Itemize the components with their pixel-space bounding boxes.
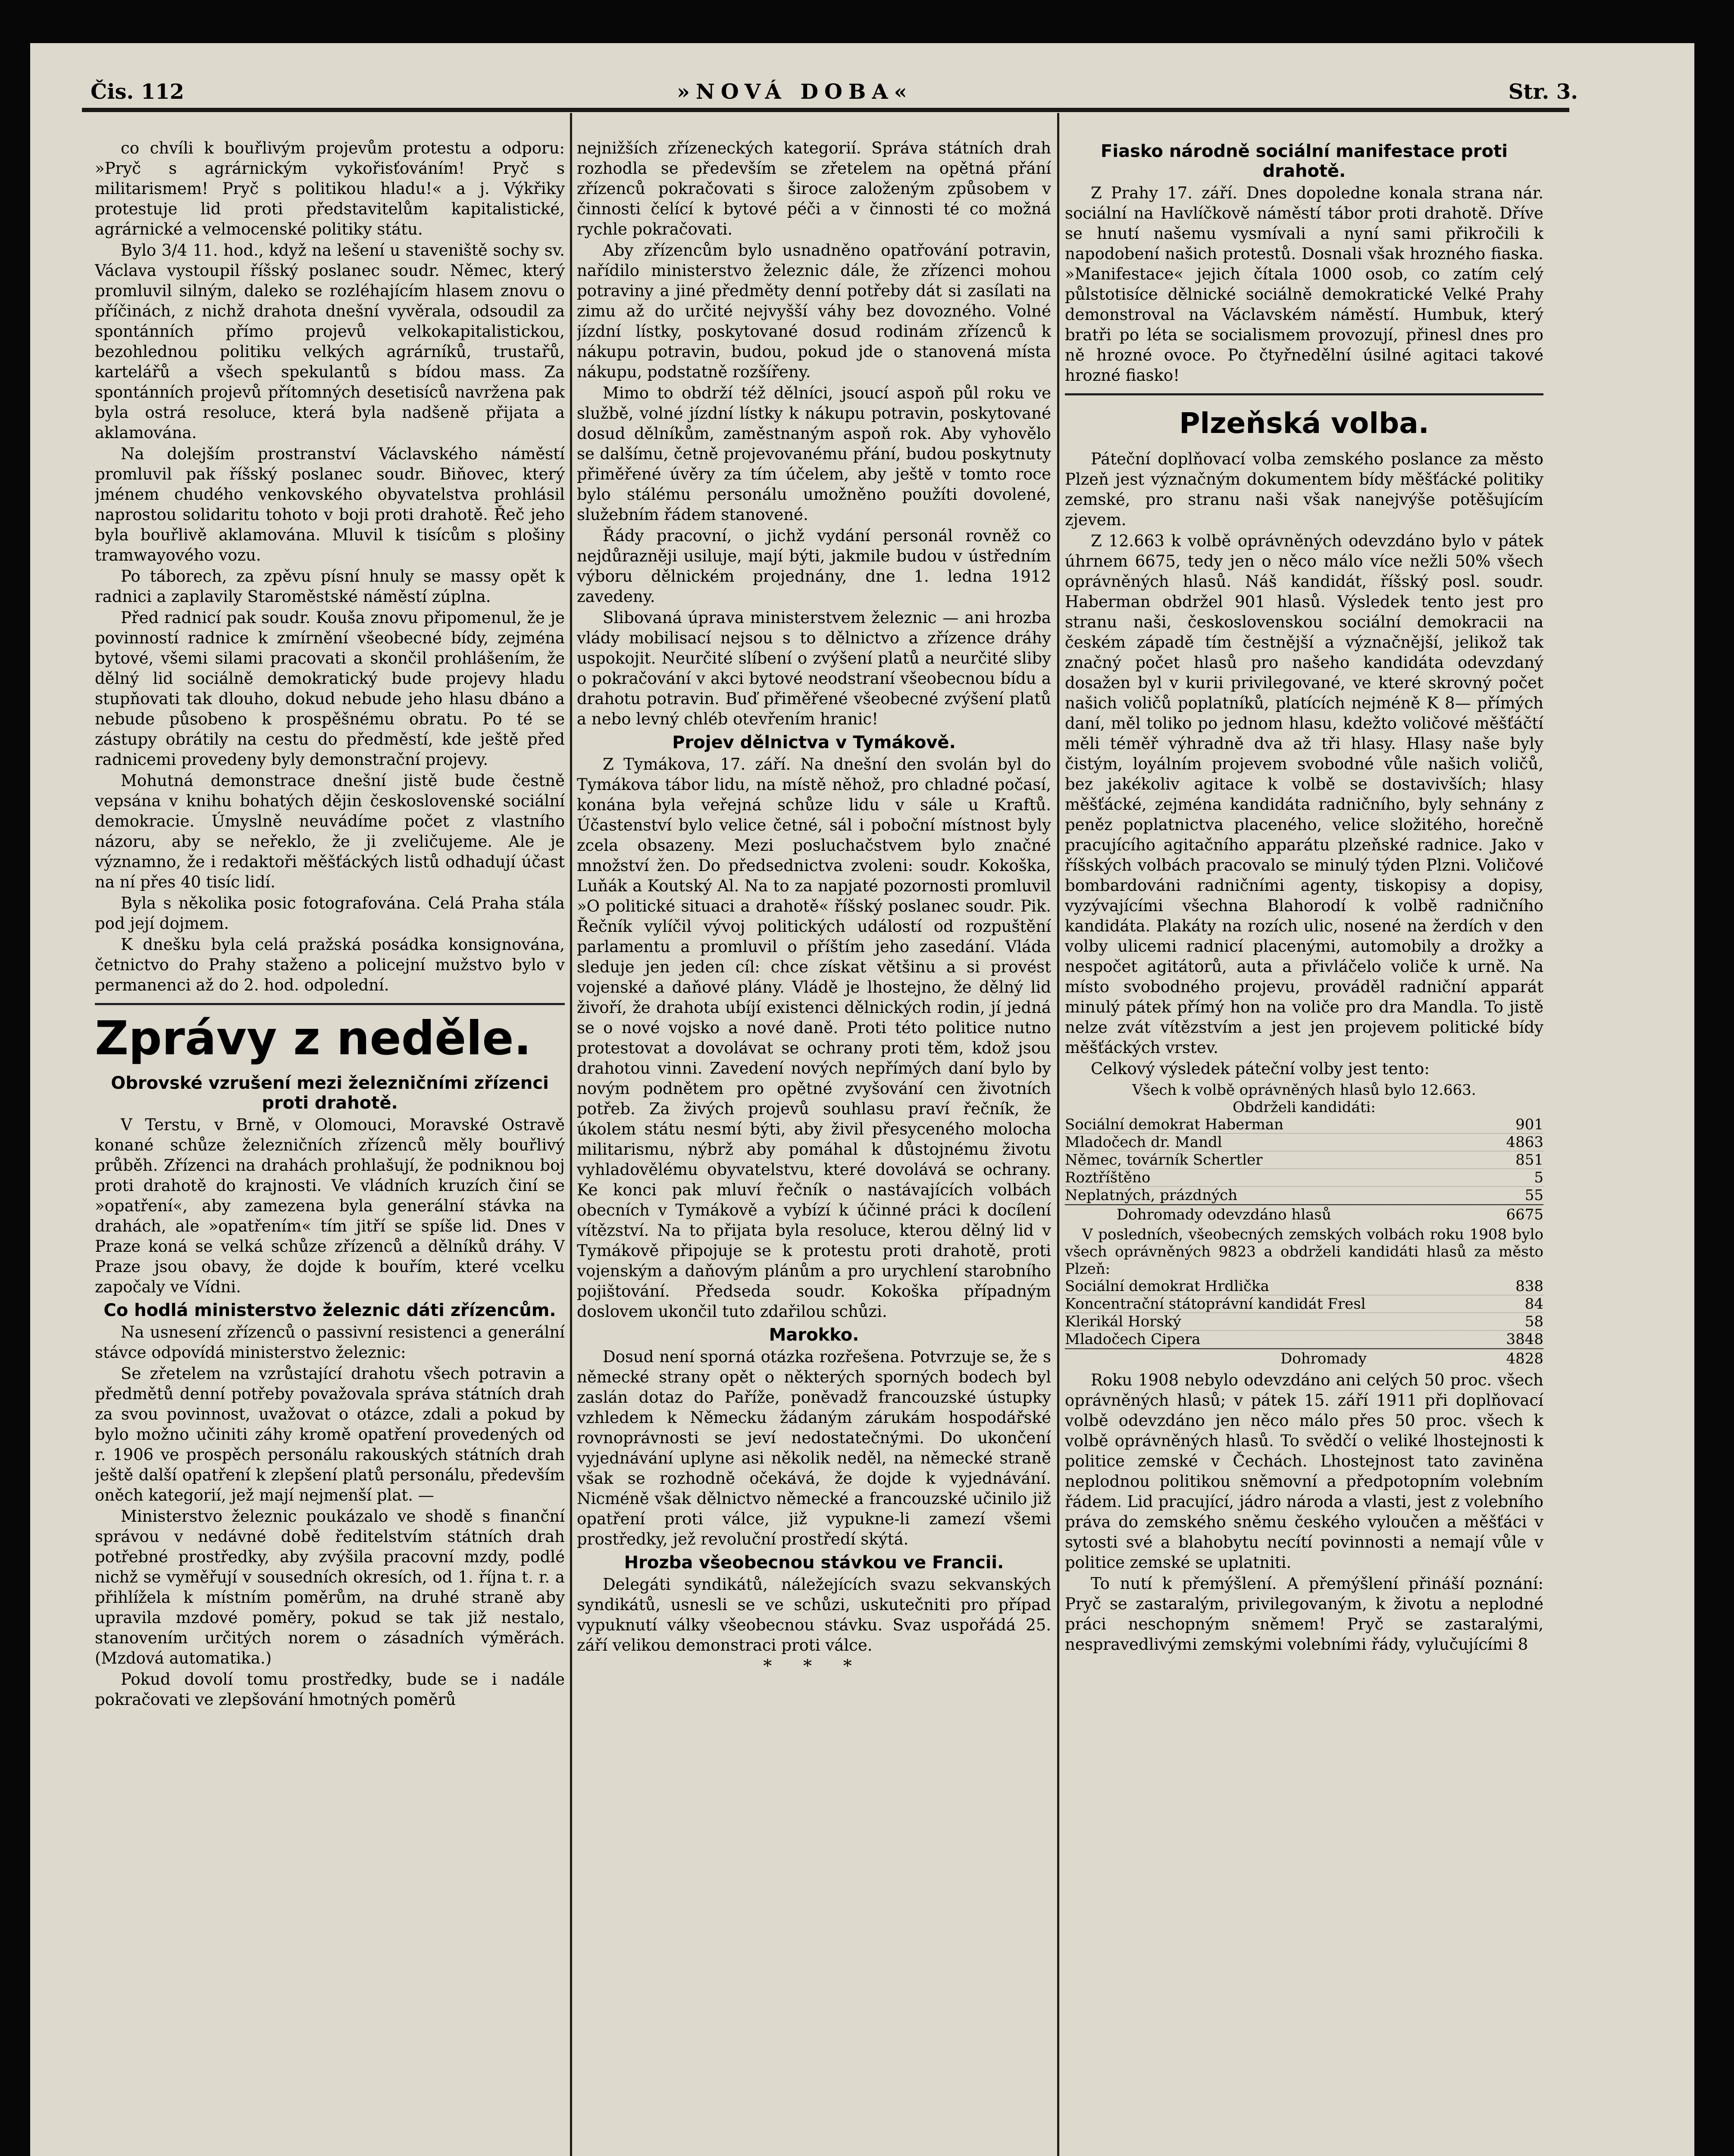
paragraph: Po táborech, za zpěvu písní hnuly se massy opět k radnici a zaplavily Staroměstské náměstí zúplna. <box>95 567 565 606</box>
section-heading: Plzeňská volba. <box>1179 407 1429 440</box>
candidate: Sociální demokrat Haberman <box>1065 1116 1284 1133</box>
article-heading: Marokko. <box>769 1325 859 1345</box>
section-divider <box>1065 393 1543 395</box>
election-results-1908 <box>1065 1226 1543 1367</box>
column-divider <box>1057 113 1059 2156</box>
paragraph: Na dolejším prostranství Václavského náměstí promluvil pak říšský poslanec soudr. Biňovec, který jménem chudého venkovského obyvatelstva prohlásil naprostou solidaritu tohoto v boji proti drahotě. Řeč jeho byla bouřlivě aklamována. Mluvil k tisícům s plošiny tramwayového vozu. <box>95 445 565 564</box>
paragraph: Se zřetelem na vzrůstající drahotu všech potravin a předmětů denní potřeby považovala správa státních drah za svou povinnost, uvažovat o otázce, zdali a pokud by bylo možno učiniti záhy kromě opatření provedených od r. 1906 ve prospěch personálu rakouských státních drah ještě další opatření k zlepšení platů personálu, především oněch kategorií, jež mají nejmenší plat. — <box>95 1364 565 1504</box>
paragraph: V Terstu, v Brně, v Olomouci, Moravské Ostravě konané schůze železničních zřízenců měly bouřlivý průběh. Zřízenci na drahách prohlašují, že podniknou boj proti drahotě do krajnosti. Ve vládních kruzích činí se »opatření«, aby zamezena byla generální stávka na drahách, ale »opatřením« tím jitří se spíše lid. Dnes v Praze koná se velká schůze zřízenců a dělníků dráhy. V Praze jsou obavy, že dojde k bouřím, které vcelku započaly ve Vídni. <box>95 1116 565 1296</box>
results-row <box>1065 1134 1543 1151</box>
paragraph: To nutí k přemýšlení. A přemýšlení přináší poznání: Pryč se zastaralým, privilegovaným, k životu a neplodné práci neschopným sněmem! Pryč se zastaralými, nespravedlivými zemskými volebními řády, vylučujícími 8 <box>1065 1574 1543 1654</box>
results-row <box>1065 1331 1543 1348</box>
votes: 55 <box>1524 1187 1543 1204</box>
masthead <box>82 80 1582 106</box>
paragraph: K dnešku byla celá pražská posádka konsignována, četnictvo do Prahy staženo a policejní mužstvo bylo v permanenci až do 2. hod. odpolední. <box>95 935 565 994</box>
section-divider <box>95 1003 565 1005</box>
article-heading: Hrozba všeobecnou stávkou ve Francii. <box>624 1553 1004 1573</box>
newspaper-title: »NOVÁ DOBA« <box>677 80 913 104</box>
candidate: Klerikál Horský <box>1065 1313 1181 1330</box>
paragraph: Celkový výsledek páteční volby jest tento: <box>1091 1059 1430 1078</box>
votes: 3848 <box>1506 1331 1543 1348</box>
paragraph: Z 12.663 k volbě oprávněných odevzdáno bylo v pátek úhrnem 6675, tedy jen o něco málo více nežli 50% všech oprávněných hlasů. Náš kandidát, říšský posl. soudr. Haberman obdržel 901 hlasů. Výsledek tento jest pro stranu naši, československou sociální demokracii na českém západě tím čestnější a význačnější, jelikož tak značný počet hlasů pro našeho kandidáta odevzdaný dosažen byl v kurii privilegované, ve které skrovný počet našich voličů poplatníků, platících nejméně K 8— přímých daní, měl toliko po jednom hlasu, kdežto voličové měšťáčtí měli téměř výhradně dva až tři hlasy. Hlasy naše byly čistým, loyálním projevem svobodné vůle našich voličů, bez jakékoliv agitace k volbě se dostavivších; hlasy měšťácké, zejména kandidáta radničního, byly sehnány z peněz poplatnictva placeného, velice složitého, horečně pracujícího agitačního apparátu plzeňské radnice. Jako v říšských volbách pracovalo se minulý týden Plzni. Voličové bombardováni radničními agenty, tiskopisy a dopisy, vyzývajícími všechna Blahorodí k volbě radničního kandidáta. Plakáty na rozích ulic, nosené na žerdích v den volby ulicemi radnicí placenými, automobily a drožky a nespočet agitátorů, auta a přivláčelo voliče k urně. Na místo svobodného projevu, prováděl radniční apparát minulý pátek přímý hon na voliče pro dra Mandla. To jistě nelze zvát vítězstvím a jest jen projevem politické bídy měšťáckých vrstev. <box>1065 532 1543 1057</box>
votes: 838 <box>1515 1278 1543 1295</box>
votes: 4863 <box>1506 1134 1543 1151</box>
votes: 58 <box>1524 1313 1543 1330</box>
candidate: Mladočech dr. Mandl <box>1065 1134 1222 1151</box>
paragraph: Na usnesení zřízenců o passivní resistenci a generální stávce odpovídá ministerstvo železnic: <box>95 1323 565 1362</box>
results-row <box>1065 1151 1543 1169</box>
column-divider <box>570 113 572 2156</box>
results-intro: V posledních, všeobecných zemských volbách roku 1908 bylo všech oprávněných 9823 a obdrželi kandidáti hlasů za město Plzeň: <box>1065 1226 1543 1278</box>
header-rule <box>82 108 1569 112</box>
column-1 <box>95 138 565 2156</box>
article-heading: Projev dělnictva v Tymákově. <box>672 733 956 752</box>
paragraph: Roku 1908 nebylo odevzdáno ani celých 50 proc. všech oprávněných hlasů; v pátek 15. září 1911 při doplňovací volbě odevzdáno jen něco málo přes 50 proc. všech k volbě oprávněných hlasů. To svědčí o veliké lhostejnosti k politice zemské v Čechách. Lhostejnost tato zaviněna neplodnou politikou sněmovní a předpotopním volebním řádem. Lid pracující, jádro národa a vlasti, jest z volebního práva do zemského sněmu českého vyloučen a měšťáci v sytosti své a blahobytu necítí povinnosti a nemají vůle v politice zemské se uplatniti. <box>1065 1371 1543 1572</box>
results-row <box>1065 1116 1543 1134</box>
article-heading: Co hodlá ministerstvo železnic dáti zřízencům. <box>103 1300 556 1320</box>
paragraph: Mimo to obdrží též dělníci, jsoucí aspoň půl roku ve službě, volné jízdní lístky k nákupu potravin, poskytované dosud dělníkům, zaměstnaným aspoň rok. Aby vyhovělo se dalšímu, četně projevovanému přání, budou poskytnuty přiměřené úvěry za tím účelem, aby ještě v tomto roce bylo stálému personálu umožněno použíti dovolené, služebním řádem stanovené. <box>577 384 1051 524</box>
paragraph: Aby zřízencům bylo usnadněno opatřování potravin, nařídilo ministerstvo železnic dále, že zřízenci mohou potraviny a jiné předměty denní potřeby dát si zasílati na zimu až do určité nejvyšší váhy bez dovozného. Volné jízdní lístky, poskytované dosud rodinám zřízenců k nákupu potravin, budou, pokud jde o stanovená místa nákupu, podstatně rozšířeny. <box>577 241 1051 381</box>
candidate: Koncentrační státoprávní kandidát Fresl <box>1065 1295 1366 1313</box>
candidate: Neplatných, prázdných <box>1065 1187 1238 1204</box>
issue-number: Čis. 112 <box>91 80 185 104</box>
paragraph: nejnižších zřízeneckých kategorií. Správa státních drah rozhodla se především se zřetelem na opětná přání zřízenců pokračovati s široce založeným způsobem v činnosti čelící k bytové péči a v činnosti té co možná rychle pokračovati. <box>577 139 1051 238</box>
end-marker: * * * <box>763 1656 865 1676</box>
article-heading: Fiasko národně sociální manifestace proti drahotě. <box>1101 141 1508 181</box>
total-label: Dohromady odevzdáno hlasů <box>1117 1206 1331 1223</box>
paragraph: Dosud není sporná otázka rozřešena. Potvrzuje se, že s německé strany opět o některých sporných bodech byl zaslán dotaz do Paříže, poněvadž francouzské ústupky vzhledem k Německu žádaným zárukám hospodářské rovnoprávnosti se jeví nedostatečnými. Do ukončení vyjednávání uplyne asi několik neděl, na německé straně však se rozhodně očekává, že dojde k vyjednávání. Nicméně však dělnictvo německé a francouzské učinilo již opatření proti válce, již vypukne-li zamezí všemi prostředky, jež revoluční prostředí skýtá. <box>577 1348 1051 1548</box>
candidate: Sociální demokrat Hrdlička <box>1065 1278 1269 1295</box>
paragraph: Pokud dovolí tomu prostředky, bude se i nadále pokračovati ve zlepšování hmotných poměrů <box>95 1670 565 1709</box>
results-intro: Všech k volbě oprávněných hlasů bylo 12.663. <box>1132 1081 1476 1099</box>
total-votes: 4828 <box>1506 1350 1543 1367</box>
paragraph: Ministerstvo železnic poukázalo ve shodě s finanční správou v nedávné době ředitelstvím státních drah potřebné prostředky, aby zvýšila pracovní mzdy, podlé nichž se vyměřují v sousedních okresích, od 1. října t. r. a přihlížela k místním poměrům, na druhé straně aby upravila mzdové poměry, pokud se tak již nestalo, stanovením určitých norem o zásadních výměrách. (Mzdová automatika.) <box>95 1507 565 1667</box>
section-heading: Zprávy z neděle. <box>95 1012 532 1065</box>
results-row <box>1065 1278 1543 1295</box>
votes: 851 <box>1515 1151 1543 1169</box>
article-heading: Obrovské vzrušení mezi železničními zřízenci proti drahotě. <box>111 1073 549 1113</box>
paragraph: Byla s několika posic fotografována. Celá Praha stála pod její dojmem. <box>95 894 565 933</box>
paragraph: Mohutná demonstrace dnešní jistě bude čestně vepsána v knihu bohatých dějin československé sociální demokracie. Úmyslně neuvádíme počet z vlastního názoru, aby se neřeklo, že ji zveličujeme. Ale je významno, že i redaktoři měšťáckých listů odhadují účast na ní přes 40 tisíc lidí. <box>95 771 565 891</box>
results-total <box>1065 1348 1543 1367</box>
paragraph: Z Prahy 17. září. Dnes dopoledne konala strana nár. sociální na Havlíčkově náměstí tábor proti drahotě. Dříve se hnutí našemu vysmívali a nyní sami přikročili k napodobení našich protestů. Dosnali však hrozného fiaska. »Manifestace« jejich čítala 1000 osob, co zatím celý půlstotisíce dělnické sociálně demokratické Velké Prahy demonstroval na Václavském náměstí. Humbuk, který bratři po léta se socialismem provozují, přinesl dnes pro ně hrozné ovoce. Po čtyřnedělní úsilné agitaci takové hrozné fiasko! <box>1065 184 1543 385</box>
paragraph: Slibovaná úprava ministerstvem železnic — ani hrozba vlády mobilisací nejsou s to dělnictvo a zřízence dráhy uspokojit. Neurčité slíbení o zvýšení platů a neurčité sliby o pokračování v akci bytové neodstraní všeobecnou bídu a drahotu potravin. Buď přiměřené všeobecné zvýšení platů a nebo levný chléb otevřením hranic! <box>577 608 1051 728</box>
total-votes: 6675 <box>1506 1206 1543 1223</box>
paragraph: Delegáti syndikátů, náležejících svazu sekvanských syndikátů, usnesli se ve schůzi, uskutečniti pro případ vypuknutí války všeobecnou stávku. Svaz uspořádá 25. září velikou demonstraci proti válce. <box>577 1575 1051 1655</box>
results-row <box>1065 1169 1543 1187</box>
paragraph: Z Tymákova, 17. září. Na dnešní den svolán byl do Tymákova tábor lidu, na místě něhož, pro chladné počasí, konána byla veřejná schůze lidu v sále u Kraftů. Účastenství bylo velice četné, sál i poboční místnost byly zcela obsazeny. Mezi posluchačstvem bylo značné množství žen. Do předsednictva zvoleni: soudr. Kokoška, Luňák a Koutský Al. Na to za napjaté pozornosti promluvil »O politické situaci a drahotě« říšský poslanec soudr. Pik. Řečník vylíčil vývoj politických událostí od rozpuštění parlamentu a promluvil o příštím jeho zasedání. Vláda sleduje jen jeden cíl: chce získat většinu a si provést vojenské a daňové plány. Vládě je lhostejno, že dělný lid živoří, že drahota ubíjí existenci dělnických rodin, jí jedná se o nové vojsko a nové daně. Proti této politice nutno protestovat a dovolávat se ochrany proti těm, kdož jsou drahotou vinni. Zavedení nových nepřímých daní bylo by novým podnětem pro opětné zvyšování cen životních potřeb. Za živých projevů souhlasu praví řečník, že úkolem státu nesmí býti, aby živil přesyceného molocha militarismu, nýbrž aby pomáhal k důstojnému životu vyhladovělému obyvatelstvu, které dovolává se ochrany. Ke konci pak mluví řečník o nastávajících volbách obecních v Tymákově a vybízí k účinné práci k docílení vítězství. Na to přijata byla resoluce, kterou dělný lid v Tymákově připojuje se k protestu proti drahotě, proti vojenským a daňovým plánům a pro urychlení starobního pojištování. Předseda soudr. Kokoška případným doslovem ukončil tuto zdařilou schůzi. <box>577 755 1051 1321</box>
column-2 <box>577 138 1051 2156</box>
results-row <box>1065 1187 1543 1204</box>
election-results-1911 <box>1065 1081 1543 1223</box>
votes: 901 <box>1515 1116 1543 1133</box>
column-3 <box>1065 138 1543 2156</box>
candidate: Roztříštěno <box>1065 1169 1151 1186</box>
votes: 5 <box>1534 1169 1543 1186</box>
candidate: Mladočech Cipera <box>1065 1331 1201 1348</box>
total-label: Dohromady <box>1280 1350 1367 1367</box>
candidate: Němec, továrník Schertler <box>1065 1151 1263 1169</box>
paragraph: Bylo 3/4 11. hod., když na lešení u staveniště sochy sv. Václava vystoupil říšský poslanec soudr. Němec, který promluvil silným, daleko se rozléhajícím hlasem znovu o příčinách, z nichž drahota dnešní vyvěrala, odsoudil za spontánních přímo projevů velkokapitalistickou, bezohlednou politiku velkých agrárníků, trustařů, kartelářů a všech spekulantů s bídou mass. Za spontánních projevů přítomných desetisíců navržena pak byla ostrá resoluce, která byla nadšeně přijata a aklamována. <box>95 241 565 442</box>
paragraph: Před radnicí pak soudr. Kouša znovu připomenul, že je povinností radnice k zmírnění všeobecné bídy, zejména bytové, všemi silami pracovati a skončil prohlášením, že dělný lid sociálně demokratický bude projevy hladu stupňovati tak dlouho, dokud nebude jeho hlasu dbáno a nebude působeno k prospěšnému obratu. Po té se zástupy obrátily na cestu do předměstí, kde ještě před radnicemi provedeny byly demonstrační projevy. <box>95 608 565 769</box>
page-number: Str. 3. <box>1508 80 1578 104</box>
votes: 84 <box>1524 1295 1543 1313</box>
results-row <box>1065 1295 1543 1313</box>
results-subtitle: Obdrželi kandidáti: <box>1233 1099 1376 1116</box>
paragraph: co chvíli k bouřlivým projevům protestu a odporu: »Pryč s agrárnickým vykořisťováním! Pryč s militarismem! Pryč s politikou hladu!« a j. Výkřiky protestuje lid proti představitelům kapitalistické, agrárnické a velmocenské politiky státu. <box>95 139 565 238</box>
paragraph: Páteční doplňovací volba zemského poslance za město Plzeň jest význačným dokumentem bídy měšťácké politiky zemské, pro stranu naši však nanejvýše potěšujícím zjevem. <box>1065 450 1543 529</box>
results-row <box>1065 1313 1543 1331</box>
paragraph: Řády pracovní, o jichž vydání personál rovněž co nejdůrazněji usiluje, mají býti, jakmile budou v ústředním výboru dělnickém projednány, dne 1. ledna 1912 zavedeny. <box>577 526 1051 606</box>
results-total <box>1065 1204 1543 1223</box>
